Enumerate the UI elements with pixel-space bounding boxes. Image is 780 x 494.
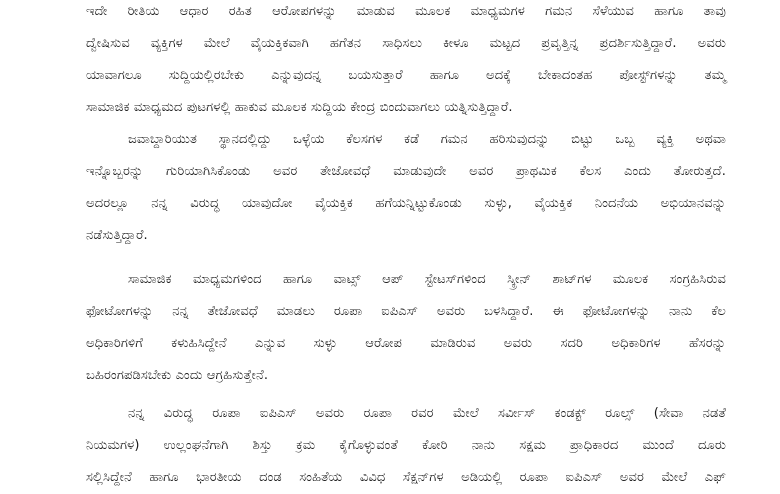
paragraph-line: ಅದರಲ್ಲೂ ನನ್ನ ವಿರುದ್ಧ ಯಾವುದೋ ವೈಯಕ್ತಿಕ ಹಗೆಯನ್ನಿಟ್ಟುಕೊಂಡು ಸುಳ್ಳು, ವೈಯಕ್ತಿಕ ನಿಂದನೆಯ ಅಭಿಯಾನವನ್ನು: [86, 196, 726, 211]
paragraph-line: ನನ್ನ ವಿರುದ್ಧ ರೂಪಾ ಐಪಿಎಸ್ ಅವರು ರೂಪಾ ರವರ ಮೇಲೆ ಸರ್ವೀಸ್ ಕಂಡಕ್ಟ್ ರೂಲ್ಸ್ (ಸೇವಾ ನಡತೆ: [128, 406, 726, 421]
paragraph-line: ನಡೆಸುತ್ತಿದ್ದಾರೆ.: [86, 228, 148, 243]
paragraph-line: ಸಲ್ಲಿಸಿದ್ದೇನೆ ಹಾಗೂ ಭಾರತೀಯ ದಂಡ ಸಂಹಿತೆಯ ವಿವಿಧ ಸೆಕ್ಷನ್‌ಗಳ ಅಡಿಯಲ್ಲಿ ರೂಪಾ ಐಪಿಎಸ್ ಅವರ ಮೇಲೆ ಎಫ್: [86, 470, 726, 485]
paragraph-line: ಅಧಿಕಾರಿಗಳಿಗೆ ಕಳುಹಿಸಿದ್ದೇನೆ ಎನ್ನುವ ಸುಳ್ಳು ಆರೋಪ ಮಾಡಿರುವ ಅವರು ಸದರಿ ಅಧಿಕಾರಿಗಳ ಹೆಸರನ್ನು: [86, 336, 726, 351]
paragraph-line: ಬಹಿರಂಗಪಡಿಸಬೇಕು ಎಂದು ಆಗ್ರಹಿಸುತ್ತೇನೆ.: [86, 368, 269, 383]
paragraph-line: ನಿಯಮಗಳ) ಉಲ್ಲಂಘನೆಗಾಗಿ ಶಿಸ್ತು ಕ್ರಮ ಕೈಗೊಳ್ಳುವಂತೆ ಕೋರಿ ನಾನು ಸಕ್ಷಮ ಪ್ರಾಧಿಕಾರದ ಮುಂದೆ ದೂರು: [86, 438, 726, 453]
paragraph-line: ಯಾವಾಗಲೂ ಸುದ್ದಿಯಲ್ಲಿರಬೇಕು ಎನ್ನುವುದನ್ನ ಬಯಸುತ್ತಾರೆ ಹಾಗೂ ಅದಕ್ಕೆ ಬೇಕಾದಂತಹ ಪೋಸ್ಟ್‌ಗಳನ್ನು ತಮ್ಮ: [86, 68, 726, 83]
paragraph-1: [86, 0, 726, 124]
paragraph-3: [86, 264, 726, 392]
paragraph-line: ಇದೇ ರೀತಿಯ ಆಧಾರ ರಹಿತ ಆರೋಪಗಳನ್ನು ಮಾಡುವ ಮೂಲಕ ಮಾಧ್ಯಮಗಳ ಗಮನ ಸೆಳೆಯುವ ಹಾಗೂ ತಾವು: [86, 4, 726, 19]
paragraph-line: ಸಾಮಾಜಿಕ ಮಾಧ್ಯಮಗಳಿಂದ ಹಾಗೂ ವಾಟ್ಸ್ ಆಪ್ ಸ್ಟೇಟಸ್‌ಗಳಿಂದ ಸ್ಕ್ರೀನ್ ಶಾಟ್‌ಗಳ ಮೂಲಕ ಸಂಗ್ರಹಿಸಿರುವ: [128, 272, 726, 287]
paragraph-line: ಜವಾಬ್ದಾರಿಯುತ ಸ್ಥಾನದಲ್ಲಿದ್ದು ಒಳ್ಳೆಯ ಕೆಲಸಗಳ ಕಡೆ ಗಮನ ಹರಿಸುವುದನ್ನು ಬಿಟ್ಟು ಒಬ್ಬ ವ್ಯಕ್ತಿ ಅಥವಾ: [128, 132, 726, 147]
paragraph-line: ಸಾಮಾಜಿಕ ಮಾಧ್ಯಮದ ಪುಟಗಳಲ್ಲಿ ಹಾಕುವ ಮೂಲಕ ಸುದ್ದಿಯ ಕೇಂದ್ರ ಬಿಂದುವಾಗಲು ಯತ್ನಿಸುತ್ತಿದ್ದಾರೆ.: [86, 100, 513, 115]
paragraph-line: ಇನ್ನೊಬ್ಬರನ್ನು ಗುರಿಯಾಗಿಸಿಕೊಂಡು ಅವರ ತೇಜೋವಧೆ ಮಾಡುವುದೇ ಅವರ ಪ್ರಾಥಮಿಕ ಕೆಲಸ ಎಂದು ತೋರುತ್ತದೆ.: [86, 164, 726, 179]
paragraph-line: ದ್ವೇಷಿಸುವ ವ್ಯಕ್ತಿಗಳ ಮೇಲೆ ವೈಯಕ್ತಿಕವಾಗಿ ಹಗೆತನ ಸಾಧಿಸಲು ಕೀಳೂ ಮಟ್ಟದ ಪ್ರವೃತ್ತಿನ್ನ ಪ್ರದರ್ಶಿಸುತ್ತಿದ್ದಾರೆ. ಅವರು: [86, 36, 726, 51]
paragraph-2: [86, 124, 726, 252]
paragraph-line: ಫೋಟೋಗಳನ್ನು ನನ್ನ ತೇಜೋವಧೆ ಮಾಡಲು ರೂಪಾ ಐಪಿಎಸ್ ಅವರು ಬಳಸಿದ್ದಾರೆ. ಈ ಫೋಟೋಗಳನ್ನು ನಾನು ಕೆಲ: [86, 304, 726, 319]
paragraph-4: [86, 398, 726, 494]
